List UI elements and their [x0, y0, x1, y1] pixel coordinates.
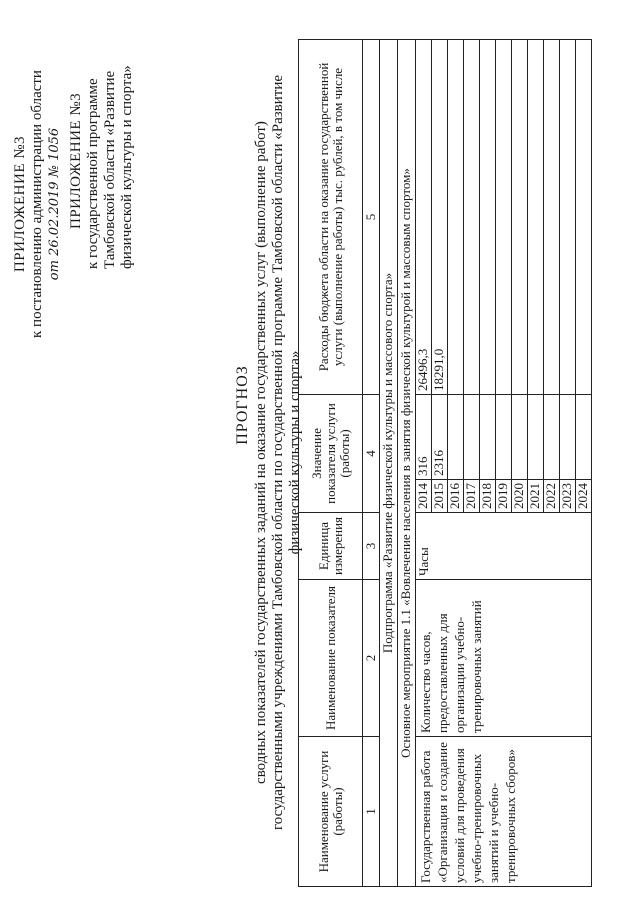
year-cell: 2018: [480, 480, 496, 513]
document-subtitle-line-3: физической культуры и спорта»: [287, 350, 303, 555]
value-cell: 316: [416, 394, 432, 479]
expenses-cell: [464, 39, 480, 394]
expenses-cell: [544, 39, 560, 394]
header-unit: Единица измерения: [299, 513, 363, 580]
value-cell: [544, 394, 560, 479]
column-number: 3: [363, 513, 380, 580]
expenses-cell: [496, 39, 512, 394]
expenses-cell: [560, 39, 576, 394]
expenses-cell: [528, 39, 544, 394]
year-cell: 2023: [560, 480, 576, 513]
expenses-cell: 18291,0: [432, 39, 448, 394]
value-cell: [480, 394, 496, 479]
main-measure-label: Основное мероприятие 1.1 «Вовлечение населения в занятия физической культурой и массовым спортом»: [398, 39, 416, 886]
column-number-row: [363, 39, 380, 886]
document-title: ПРОГНОЗ: [234, 365, 251, 445]
appendix-decree-line: к постановлению администрации области: [29, 70, 45, 338]
document-subtitle-block: [253, 30, 304, 875]
value-cell: [512, 394, 528, 479]
program-appendix-block: [68, 39, 136, 269]
main-measure-row: [398, 39, 416, 886]
column-number: 4: [363, 394, 380, 512]
value-cell: [528, 394, 544, 479]
subprogram-row: [380, 39, 398, 886]
appendix-title: ПРИЛОЖЕНИЕ №3: [12, 135, 28, 273]
program-appendix-title: ПРИЛОЖЕНИЕ №3: [68, 92, 84, 229]
value-cell: [464, 394, 480, 479]
table-header-row: [299, 39, 363, 886]
indicator-name-cell: Количество часов, предоставленных для организации учебно-тренировочных занятий: [416, 580, 592, 737]
document-title-block: [234, 125, 252, 685]
table-row: [416, 39, 432, 886]
header-indicator-name: Наименование показателя: [299, 580, 363, 737]
year-cell: 2016: [448, 480, 464, 513]
year-cell: 2022: [544, 480, 560, 513]
expenses-cell: [576, 39, 592, 394]
year-cell: 2021: [528, 480, 544, 513]
header-service-name: Наименование услуги (работы): [299, 737, 363, 887]
year-cell: 2014: [416, 480, 432, 513]
document-subtitle-line-2: государственными учреждениями Тамбовской области по государственной программе Тамбовской области «Развитие: [270, 74, 286, 831]
year-cell: 2024: [576, 480, 592, 513]
program-appendix-line-1: к государственной программе: [85, 78, 101, 269]
year-cell: 2019: [496, 480, 512, 513]
value-cell: [496, 394, 512, 479]
header-indicator-value: Значение показателя услуги (работы): [299, 394, 363, 512]
year-cell: 2017: [464, 480, 480, 513]
unit-cell: Часы: [416, 513, 592, 580]
value-cell: 2316: [432, 394, 448, 479]
expenses-cell: 26496,3: [416, 39, 432, 394]
year-cell: 2020: [512, 480, 528, 513]
value-cell: [560, 394, 576, 479]
service-name-cell: Государственная работа «Организация и создание условий для проведения учебно-тренировочных занятий и учебно-тренировочных сборов»: [416, 737, 592, 887]
program-appendix-line-3: физической культуры и спорта»: [119, 65, 135, 269]
year-cell: 2015: [432, 480, 448, 513]
expenses-cell: [480, 39, 496, 394]
program-appendix-line-2: Тамбовской области «Развитие: [102, 70, 118, 269]
column-number: 1: [363, 737, 380, 887]
column-number: 5: [363, 39, 380, 394]
appendix-block: [12, 39, 63, 369]
forecast-table: [298, 39, 592, 887]
header-expenses: Расходы бюджета области на оказание государственной услуги (выполнение работы) тыс. рублей, в том числе: [299, 39, 363, 394]
handwritten-decree-reference: от 26.02.2019 № 1056: [47, 127, 62, 281]
expenses-cell: [512, 39, 528, 394]
subprogram-label: Подпрограмма «Развитие физической культуры и массового спорта»: [380, 39, 398, 886]
value-cell: [448, 394, 464, 479]
expenses-cell: [448, 39, 464, 394]
column-number: 2: [363, 580, 380, 737]
document-subtitle-line-1: сводных показателей государственных заданий на оказание государственных услуг (выполнение работ): [253, 121, 269, 784]
value-cell: [576, 394, 592, 479]
